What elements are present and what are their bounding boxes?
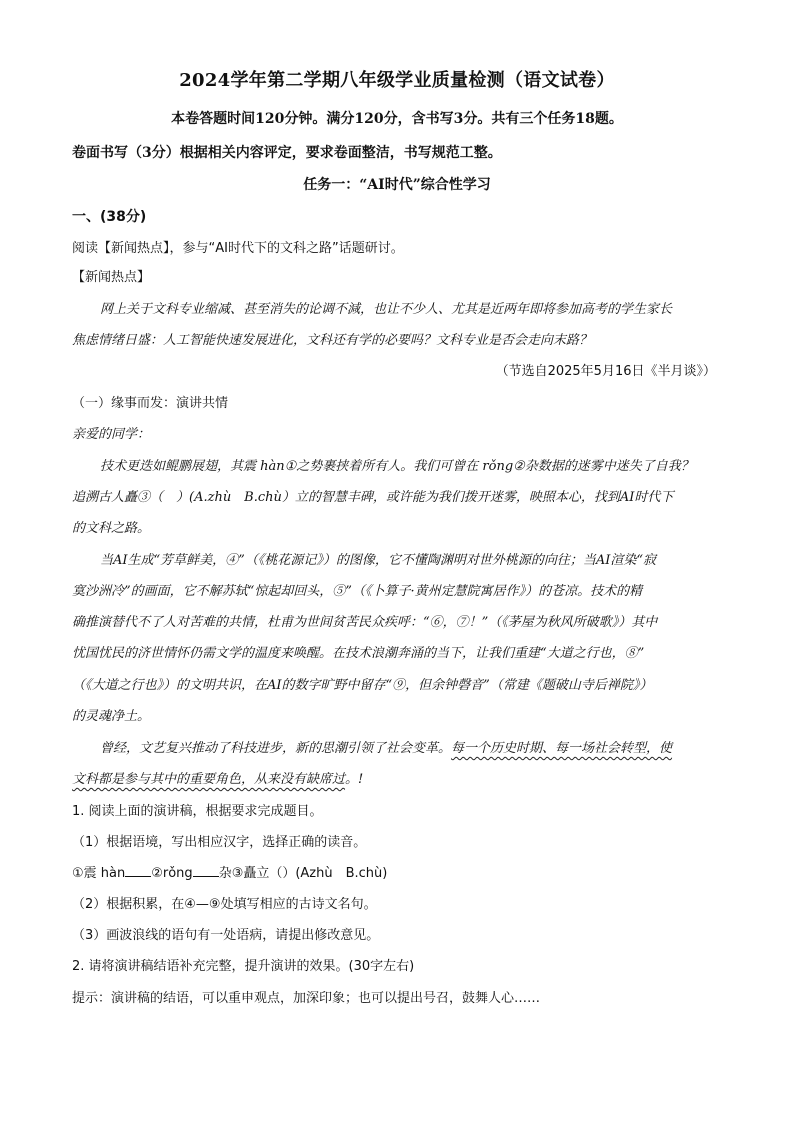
news-paragraph-line: 网上关于文科专业缩减、甚至消失的论调不減，也让不少人、尤其是近两年即将参加高考的学生家长 [100, 302, 673, 317]
speech-paragraph-line: 当AI生成“芳草鲜美，④”（《桃花源记》）的图像，它不懂陶渊明对世外桃源的向往；当AI渲染“寂 [100, 553, 656, 568]
speech-paragraph-line: 确推演替代不了人对苦难的共情，杜甫为世间贫苦民众疾呼：“⑥，⑦！”（《茅屋为秋风所破歌》）其中 [72, 615, 658, 630]
question-2-hint: 提示：演讲稿的结语，可以重申观点，加深印象；也可以提出号召，鼓舞人心…… [72, 991, 541, 1006]
speech-section-label: （一）缘事而发：演讲共情 [72, 396, 229, 411]
speech-paragraph-line: 忧国忧民的济世情怀仍需文学的温度来唤醒。在技术浪潮奔涌的当下，让我们重建“大道之行也，⑧” [72, 646, 645, 661]
page-title: 2024学年第二学期八年级学业质量检测（语文试卷） [179, 70, 615, 91]
question-1-answer-line [72, 862, 387, 881]
wavy-underlined-sentence: 文科都是参与其中的重要角色，从来没有缺席过 [72, 772, 346, 787]
section-intro: 阅读【新闻热点】，参与“AI时代下的文科之路”话题研讨。 [72, 241, 404, 256]
question-1-part-2: （2）根据积累，在④—⑨处填写相应的古诗文名句。 [72, 897, 377, 912]
question-1: 1. 阅读上面的演讲稿，根据要求完成题目。 [72, 804, 323, 819]
answer-prompt-a: ①震 hàn [72, 866, 126, 881]
question-1-part-1: （1）根据语境，写出相应汉字，选择正确的读音。 [72, 835, 367, 850]
answer-blank[interactable] [125, 864, 151, 877]
answer-blank[interactable] [193, 864, 219, 877]
news-label: 【新闻热点】 [72, 270, 151, 285]
news-source: （节选自2025年5月16日《半月谈》） [495, 364, 716, 379]
writing-note: 卷面书写（3分）根据相关内容评定，要求卷面整洁，书写规范工整。 [72, 145, 502, 161]
speech-tail: 。! [345, 772, 364, 787]
speech-paragraph-line: 技术更迭如鲲鹏展翅，其震 hàn①之势裹挟着所有人。我们可曾在 rǒng②杂数据的迷雾中迷失了自我？ [100, 459, 694, 474]
answer-prompt-c: 杂③矗立（）(Azhù B.chù) [218, 866, 388, 881]
section-heading: 一、(38分) [72, 209, 147, 225]
speech-paragraph-line [100, 737, 672, 756]
speech-paragraph-line: 寞沙洲冷”的画面，它不解苏轼“惊起却回头，⑤”（《卜算子·黄州定慧院寓居作》）的苍凉。技术的精 [72, 584, 643, 599]
speech-paragraph-line: 的文科之路。 [72, 521, 151, 536]
news-paragraph-line: 焦虑情绪日盛：人工智能快速发展进化，文科还有学的必要吗？文科专业是否会走向末路？ [72, 333, 593, 348]
answer-prompt-b: ②rǒng [151, 866, 193, 881]
speech-plain-text: 曾经，文艺复兴推动了科技进步，新的思潮引领了社会变革。 [100, 741, 452, 756]
speech-paragraph-line [72, 768, 363, 787]
speech-paragraph-line: 的灵魂净土。 [72, 709, 151, 724]
exam-instructions: 本卷答题时间120分钟。满分120分，含书写3分。共有三个任务18题。 [171, 111, 623, 127]
speech-paragraph-line: （《大道之行也》）的文明共识，在AI的数字旷野中留存“⑨，但余钟磬音”（常建《题破山寺后禅院》） [72, 678, 653, 693]
question-1-part-3: （3）画波浪线的语句有一处语病，请提出修改意见。 [72, 928, 380, 943]
question-2: 2. 请将演讲稿结语补充完整，提升演讲的效果。(30字左右) [72, 959, 415, 974]
speech-paragraph-line: 追溯古人矗③（ ）(A.zhù B.chù）立的智慧丰碑，或许能为我们拨开迷雾，映照本心，找到AI时代下 [72, 490, 674, 505]
speech-greeting: 亲爱的同学： [72, 427, 151, 442]
wavy-underlined-sentence: 每一个历史时期、每一场社会转型，使 [451, 741, 673, 756]
task-title: 任务一：“AI时代”综合性学习 [303, 177, 491, 193]
